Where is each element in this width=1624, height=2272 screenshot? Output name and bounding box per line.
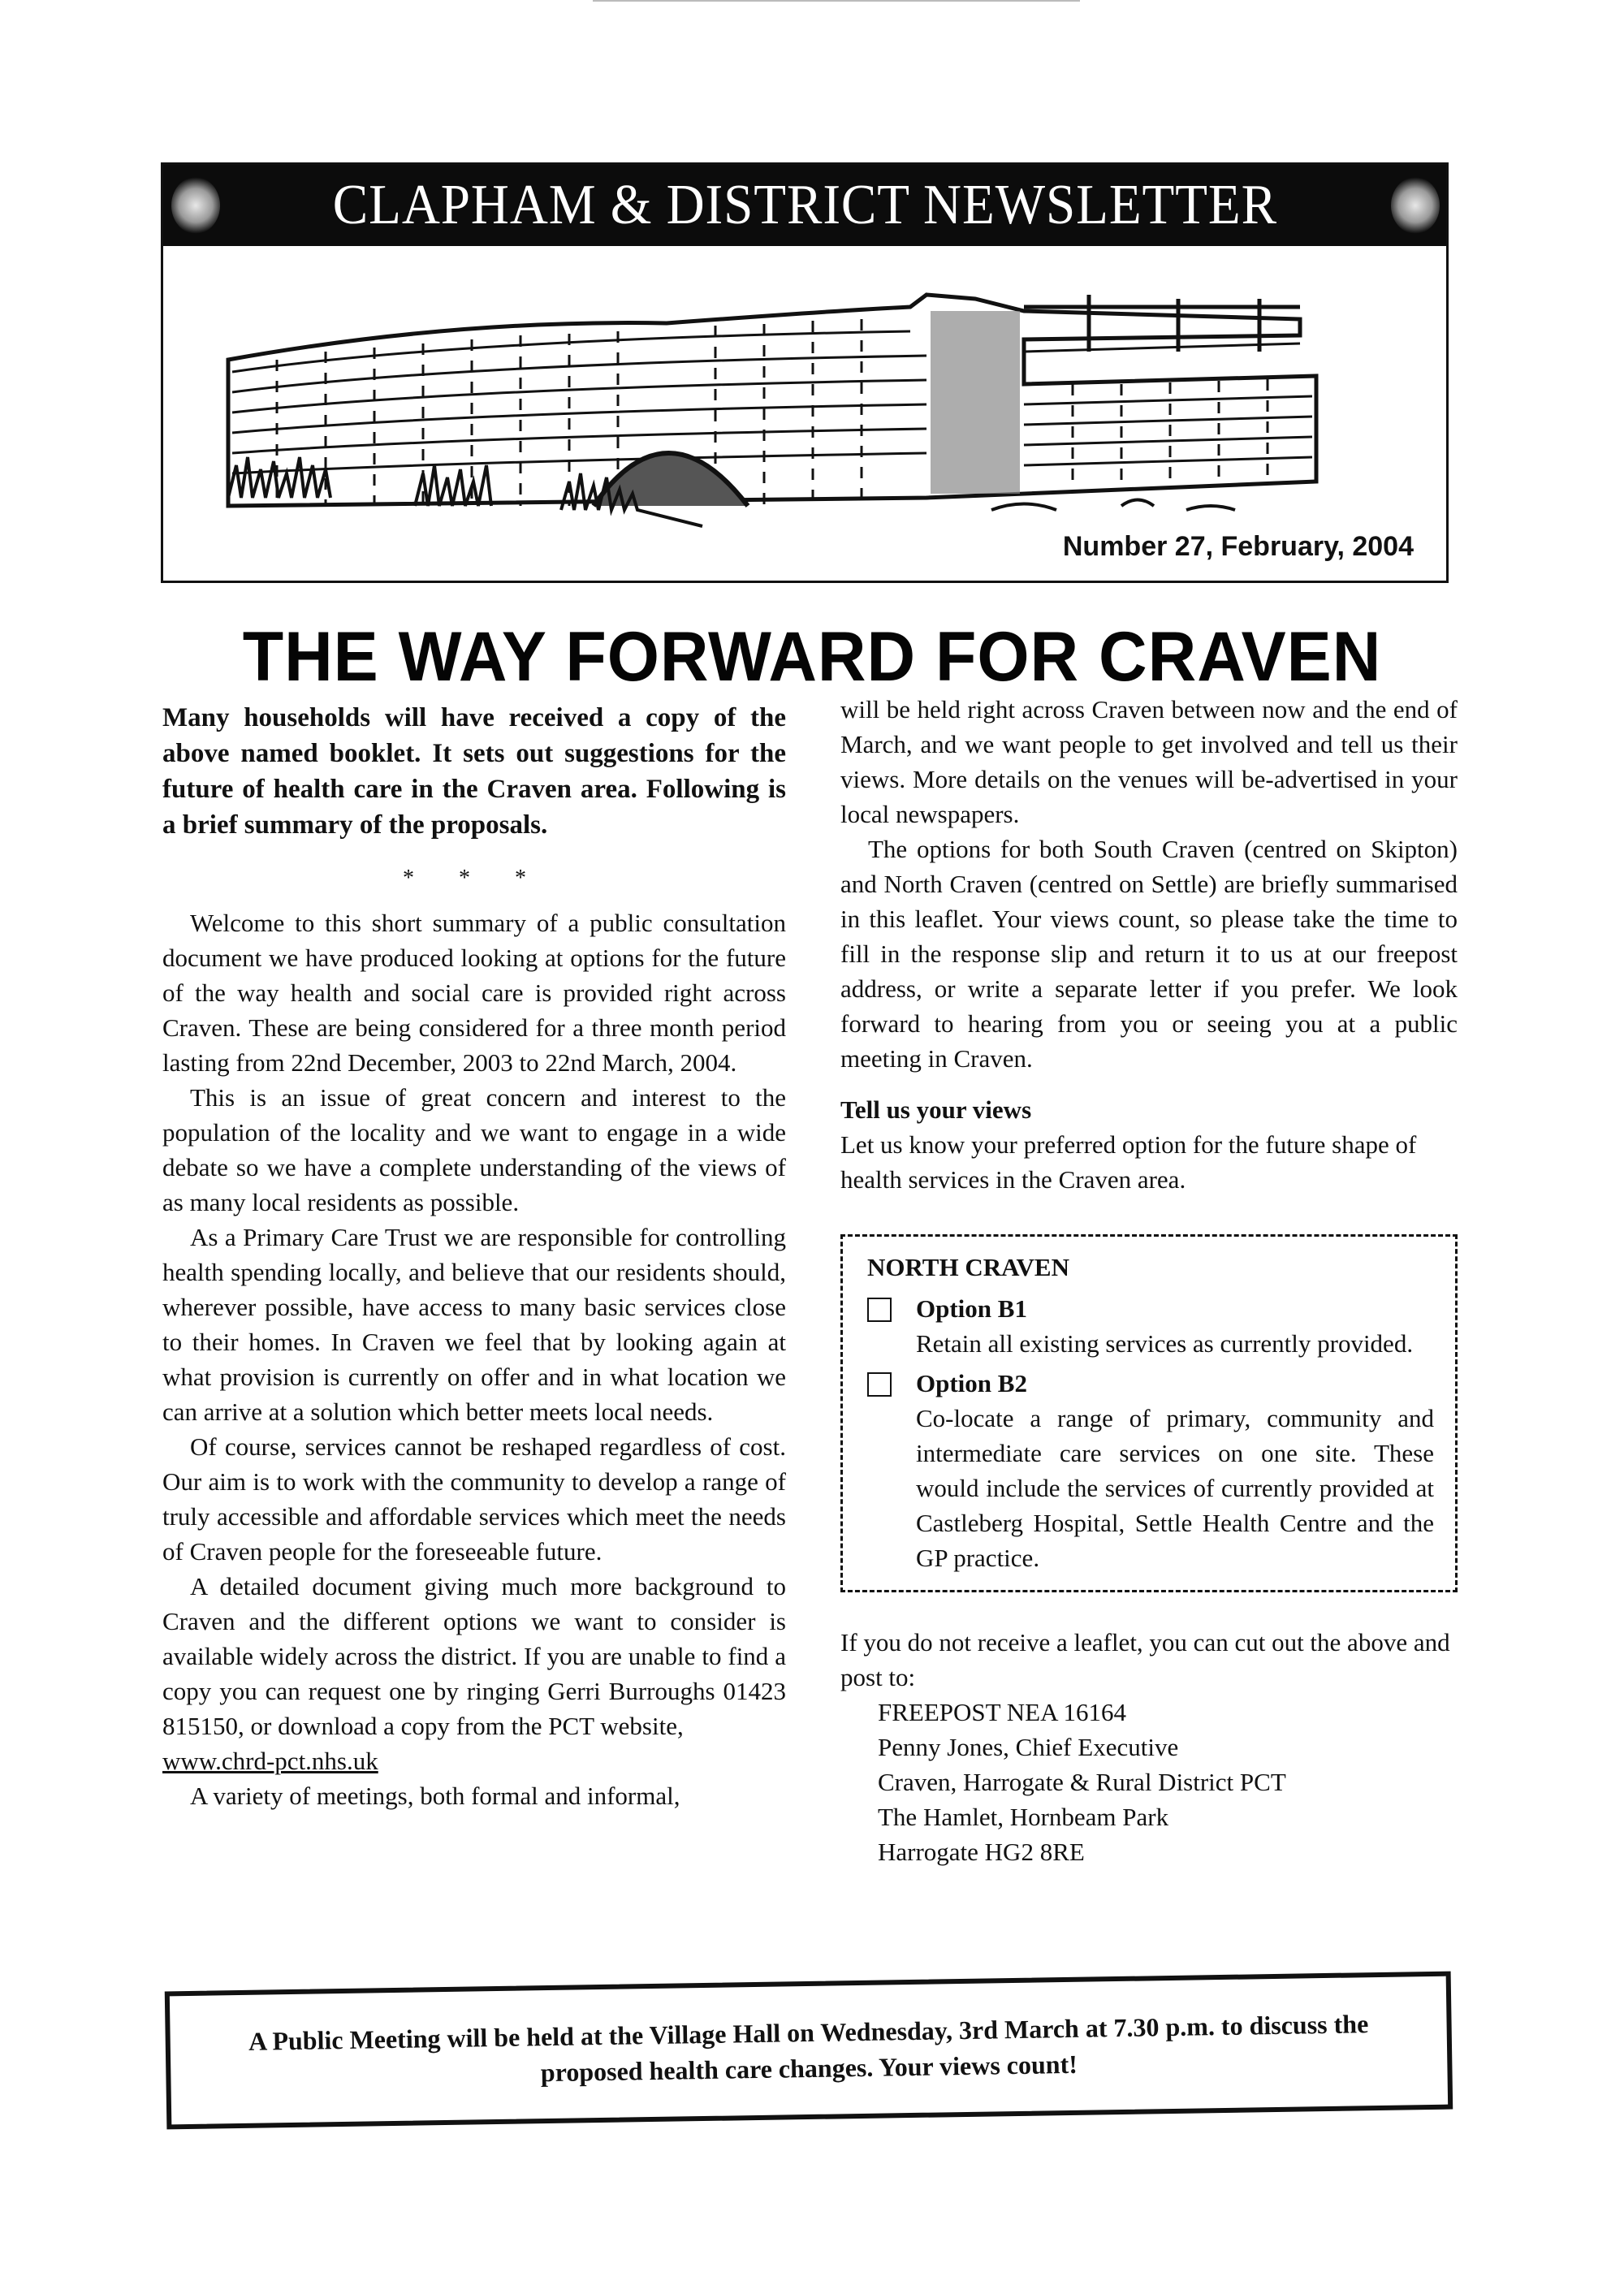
pct-website-link[interactable]: www.chrd-pct.nhs.uk [162,1747,378,1775]
option-b2-checkbox[interactable] [867,1372,892,1397]
response-slip [840,1234,1458,1592]
option-b1-description: Retain all existing services as currently provided. [916,1329,1414,1358]
decorative-glow-icon [171,177,220,234]
option-b1-label: Option B1 [916,1294,1027,1323]
newsletter-title: CLAPHAM & DISTRICT NEWSLETTER [332,174,1277,236]
option-b1 [867,1291,1434,1361]
right-column [840,692,1458,1869]
decorative-glow-icon [1391,177,1440,234]
scan-edge-line [593,0,1080,2]
section-separator: * * * [403,866,546,891]
option-b2-label: Option B2 [916,1369,1027,1397]
address-line: FREEPOST NEA 16164 [878,1698,1127,1726]
paragraph-concern: This is an issue of great concern and interest to the population of the locality and we want to engage in a wide debate so we have a complete understanding of the views of as many local residents as possible. [162,1083,786,1216]
address-line: Penny Jones, Chief Executive [878,1733,1179,1761]
slip-title: NORTH CRAVEN [867,1253,1069,1281]
paragraph-detailed-document: A detailed document giving much more background to Craven and the different options we want to consider is available widely across the district. If you are unable to find a copy you can request one by ringing Gerri Burroughs 01423 815150, or download a copy from the PCT website, [162,1572,786,1740]
public-meeting-text: A Public Meeting will be held at the Village Hall on Wednesday, 3rd March at 7.30 p.m. to discuss the proposed health care changes. Your views count! [248,2009,1369,2088]
left-column [162,700,786,1813]
paragraph-cost: Of course, services cannot be reshaped regardless of cost. Our aim is to work with the community to develop a range of truly accessible and affordable services which meet the needs of Craven people for the foreseeable future. [162,1432,786,1566]
postal-intro: If you do not receive a leaflet, you can cut out the above and post to: [840,1628,1450,1691]
masthead-banner [163,165,1446,246]
paragraph-welcome: Welcome to this short summary of a public consultation document we have produced looking at options for the future of the way health and social care is provided right across Craven. These are being considered for a three month period lasting from 22nd December, 2003 to 22nd March, 2004. [162,909,786,1077]
option-b2 [867,1366,1434,1575]
issue-number-date: Number 27, February, 2004 [1062,531,1414,562]
paragraph-meetings-continued: will be held right across Craven between now and the end of March, and we want people to get involved and tell us their views. More details on the venues will be-advertised in your local newspapers. [840,695,1458,828]
address-line: Craven, Harrogate & Rural District PCT [878,1768,1286,1796]
website-paragraph [162,1743,786,1778]
freepost-address [840,1695,1458,1869]
public-meeting-notice [165,1972,1453,2130]
tell-us-text: Let us know your preferred option for the future shape of health services in the Craven area. [840,1130,1417,1194]
address-line: Harrogate HG2 8RE [878,1838,1085,1866]
tell-us-heading: Tell us your views [840,1095,1032,1124]
stone-bridge-illustration [212,262,1397,530]
address-line: The Hamlet, Hornbeam Park [878,1803,1169,1831]
article-headline: THE WAY FORWARD FOR CRAVEN [242,618,1382,696]
paragraph-primary-care-trust: As a Primary Care Trust we are responsible for controlling health spending locally, and believe that our residents should, wherever possible, have access to many basic services close to their homes. In Craven we feel that by looking again at what provision is currently on offer and in what location we can arrive at a solution which better meets local needs. [162,1223,786,1426]
masthead [161,162,1449,583]
option-b2-description: Co-locate a range of primary, community and intermediate care services on one site. These would include the services of currently provided at Castleberg Hospital, Settle Health Centre and the GP practice. [916,1404,1434,1572]
article-lead: Many households will have received a copy of the above named booklet. It sets out suggestions for the future of health care in the Craven area. Following is a brief summary of the proposals. [162,703,786,840]
paragraph-options-summary: The options for both South Craven (centred on Skipton) and North Craven (centred on Settle) are briefly summarised in this leaflet. Your views count, so please take the time to fill in the response slip and return it to us at our freepost address, or write a separate letter if you prefer. We look forward to hearing from you or seeing you at a public meeting in Craven. [840,835,1458,1073]
option-b1-checkbox[interactable] [867,1298,892,1322]
paragraph-meetings: A variety of meetings, both formal and informal, [190,1782,680,1810]
